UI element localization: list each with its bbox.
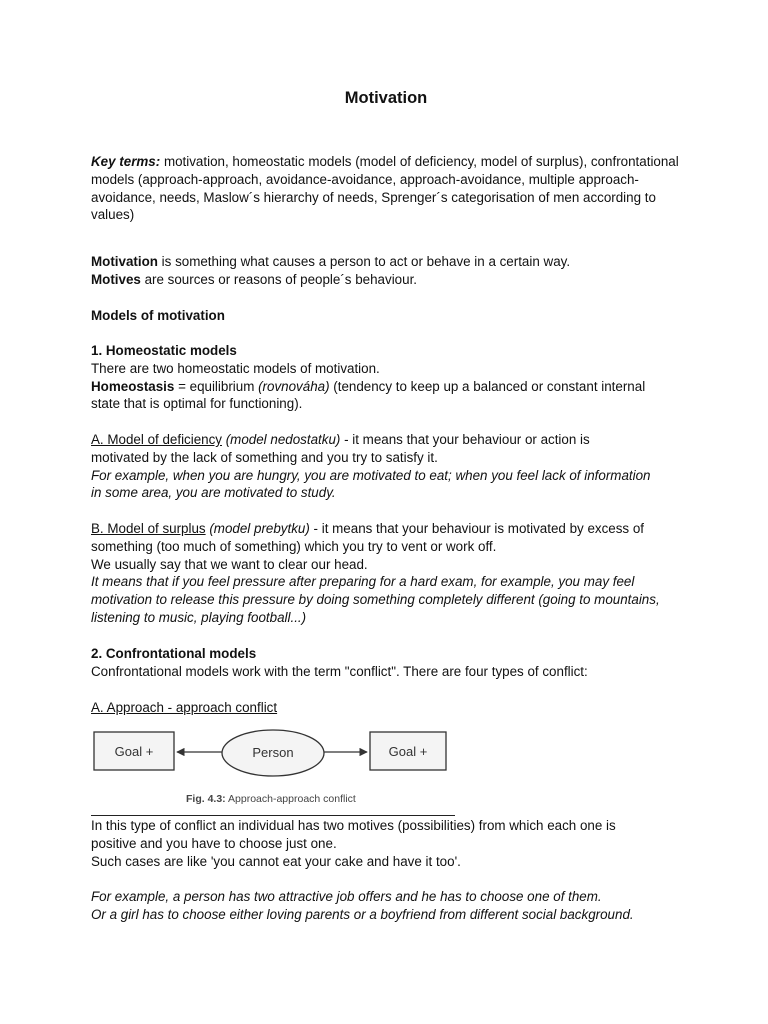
surplus-line2: We usually say that we want to clear our head. bbox=[91, 556, 368, 572]
figure-caption-text: Approach-approach conflict bbox=[225, 793, 356, 805]
figure-divider bbox=[91, 815, 455, 816]
definitions-paragraph bbox=[91, 253, 691, 289]
homeostasis-eq: = equilibrium bbox=[174, 378, 259, 394]
deficiency-label: A. Model of deficiency bbox=[91, 432, 222, 447]
motivation-term: Motivation bbox=[91, 254, 158, 269]
key-terms-label: Key terms: bbox=[91, 154, 161, 169]
figure-caption-label: Fig. 4.3: bbox=[186, 793, 226, 805]
approach-example2: Or a girl has to choose either loving parents or a boyfriend from different social background. bbox=[91, 906, 634, 922]
key-terms-text: motivation, homeostatic models (model of deficiency, model of surplus), confrontational models (approach-approach, avoidance-avoidance, approach-avoidance, multiple approach-avoidance, needs, Maslow´s hierarchy of needs, Sprenger´s categorisation of men according to values) bbox=[91, 154, 679, 223]
confrontational-heading: 2. Confrontational models bbox=[91, 646, 257, 661]
approach-approach-heading: A. Approach - approach conflict bbox=[91, 700, 278, 715]
approach-approach-figure bbox=[91, 728, 461, 818]
key-terms-paragraph bbox=[91, 153, 681, 224]
approach-approach-diagram bbox=[91, 728, 461, 818]
approach-example1: For example, a person has two attractive job offers and he has to choose one of them. bbox=[91, 889, 602, 904]
deficiency-section bbox=[91, 431, 651, 502]
surplus-example: It means that if you feel pressure after preparing for a hard exam, for example, you may feel motivation to release this pressure by doing something completely different (going to mountains, listening to music, playing football...) bbox=[91, 574, 660, 625]
surplus-section bbox=[91, 520, 676, 627]
homeostatic-section bbox=[91, 342, 651, 413]
approach-line1: In this type of conflict an individual has two motives (possibilities) from which each one is positive and you have to choose just one. bbox=[91, 818, 616, 851]
surplus-text: - it means that your behaviour is motivated by excess of something (too much of something) which you try to vent or work off. bbox=[91, 521, 645, 554]
left-goal-label: Goal + bbox=[114, 744, 154, 759]
homeostasis-term: Homeostasis bbox=[91, 378, 175, 394]
motives-term: Motives bbox=[91, 271, 141, 287]
homeostatic-intro: There are two homeostatic models of motivation. bbox=[91, 360, 380, 376]
deficiency-example: For example, when you are hungry, you are motivated to eat; when you feel lack of information in some area, you are motivated to study. bbox=[91, 467, 651, 501]
confrontational-section bbox=[91, 645, 691, 681]
right-goal-label: Goal + bbox=[388, 744, 428, 759]
surplus-label: B. Model of surplus bbox=[91, 521, 206, 536]
approach-explanation bbox=[91, 817, 661, 870]
motives-definition: are sources or reasons of people´s behaviour. bbox=[140, 271, 418, 287]
document-title: Motivation bbox=[344, 89, 428, 107]
models-heading: Models of motivation bbox=[91, 308, 225, 323]
deficiency-text: - it means that your behaviour or action is motivated by the lack of something and you try to satisfy it. bbox=[91, 432, 590, 465]
approach-line2: Such cases are like 'you cannot eat your cake and have it too'. bbox=[91, 853, 461, 869]
confrontational-text: Confrontational models work with the term "conflict". There are four types of conflict: bbox=[91, 663, 588, 679]
surplus-translation: (model prebytku) bbox=[205, 521, 310, 536]
models-heading-block bbox=[91, 307, 691, 325]
homeostasis-rest: (tendency to keep up a balanced or constant internal state that is optimal for functioning). bbox=[91, 378, 646, 412]
figure-caption bbox=[186, 793, 356, 805]
approach-examples bbox=[91, 888, 691, 924]
person-label: Person bbox=[252, 745, 294, 760]
motivation-definition: is something what causes a person to act or behave in a certain way. bbox=[157, 254, 571, 269]
homeostasis-translation: (rovnováha) bbox=[258, 378, 330, 394]
homeostatic-heading: 1. Homeostatic models bbox=[91, 343, 237, 358]
approach-heading-block bbox=[91, 699, 691, 717]
deficiency-translation: (model nedostatku) bbox=[222, 432, 341, 447]
